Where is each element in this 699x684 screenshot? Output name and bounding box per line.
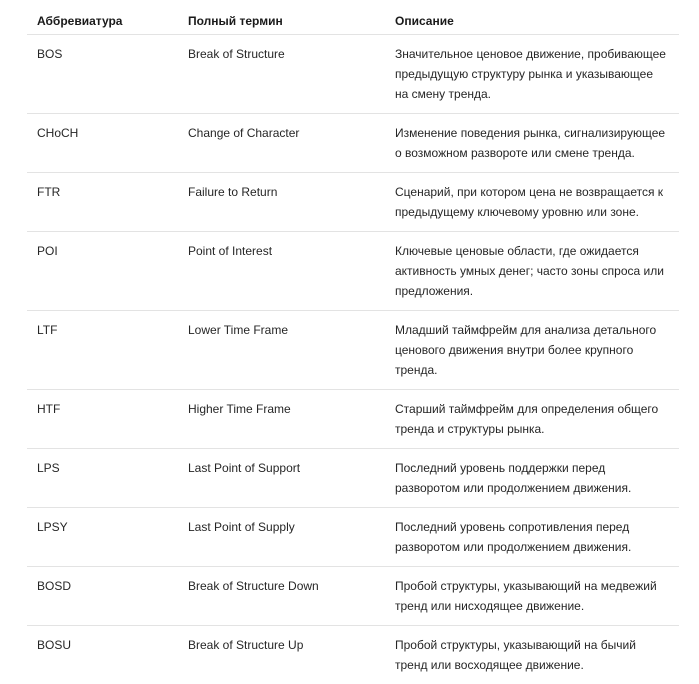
cell-full-term: Break of Structure — [178, 35, 385, 114]
table-row — [27, 390, 679, 449]
table-row — [27, 35, 679, 114]
cell-description: Последний уровень поддержки перед разворотом или продолжением движения. — [385, 449, 679, 508]
cell-description: Пробой структуры, указывающий на бычий тренд или восходящее движение. — [385, 626, 679, 684]
cell-description: Пробой структуры, указывающий на медвежий тренд или нисходящее движение. — [385, 567, 679, 626]
cell-description: Младший таймфрейм для анализа детального ценового движения внутри более крупного тренда. — [385, 311, 679, 390]
cell-full-term: Change of Character — [178, 114, 385, 173]
table-header-row — [27, 0, 679, 35]
cell-abbreviation: FTR — [27, 173, 178, 232]
cell-description: Последний уровень сопротивления перед разворотом или продолжением движения. — [385, 508, 679, 567]
table-row — [27, 232, 679, 311]
table-row — [27, 626, 679, 684]
cell-full-term: Last Point of Support — [178, 449, 385, 508]
cell-abbreviation: BOSD — [27, 567, 178, 626]
cell-full-term: Break of Structure Down — [178, 567, 385, 626]
table-row — [27, 311, 679, 390]
cell-abbreviation: HTF — [27, 390, 178, 449]
cell-description: Сценарий, при котором цена не возвращается к предыдущему ключевому уровню или зоне. — [385, 173, 679, 232]
table-row — [27, 173, 679, 232]
cell-abbreviation: LPS — [27, 449, 178, 508]
cell-full-term: Failure to Return — [178, 173, 385, 232]
abbreviations-table — [27, 0, 679, 684]
cell-abbreviation: POI — [27, 232, 178, 311]
header-description: Описание — [385, 0, 679, 35]
table-row — [27, 567, 679, 626]
table-row — [27, 508, 679, 567]
cell-full-term: Point of Interest — [178, 232, 385, 311]
cell-full-term: Break of Structure Up — [178, 626, 385, 684]
header-abbreviation: Аббревиатура — [27, 0, 178, 35]
cell-full-term: Last Point of Supply — [178, 508, 385, 567]
cell-full-term: Higher Time Frame — [178, 390, 385, 449]
cell-abbreviation: BOSU — [27, 626, 178, 684]
cell-full-term: Lower Time Frame — [178, 311, 385, 390]
table-row — [27, 114, 679, 173]
cell-abbreviation: CHoCH — [27, 114, 178, 173]
cell-description: Значительное ценовое движение, пробивающее предыдущую структуру рынка и указывающее на смену тренда. — [385, 35, 679, 114]
header-full-term: Полный термин — [178, 0, 385, 35]
cell-abbreviation: BOS — [27, 35, 178, 114]
table-row — [27, 449, 679, 508]
cell-description: Изменение поведения рынка, сигнализирующее о возможном развороте или смене тренда. — [385, 114, 679, 173]
cell-abbreviation: LTF — [27, 311, 178, 390]
cell-description: Старший таймфрейм для определения общего тренда и структуры рынка. — [385, 390, 679, 449]
cell-description: Ключевые ценовые области, где ожидается активность умных денег; часто зоны спроса или предложения. — [385, 232, 679, 311]
cell-abbreviation: LPSY — [27, 508, 178, 567]
